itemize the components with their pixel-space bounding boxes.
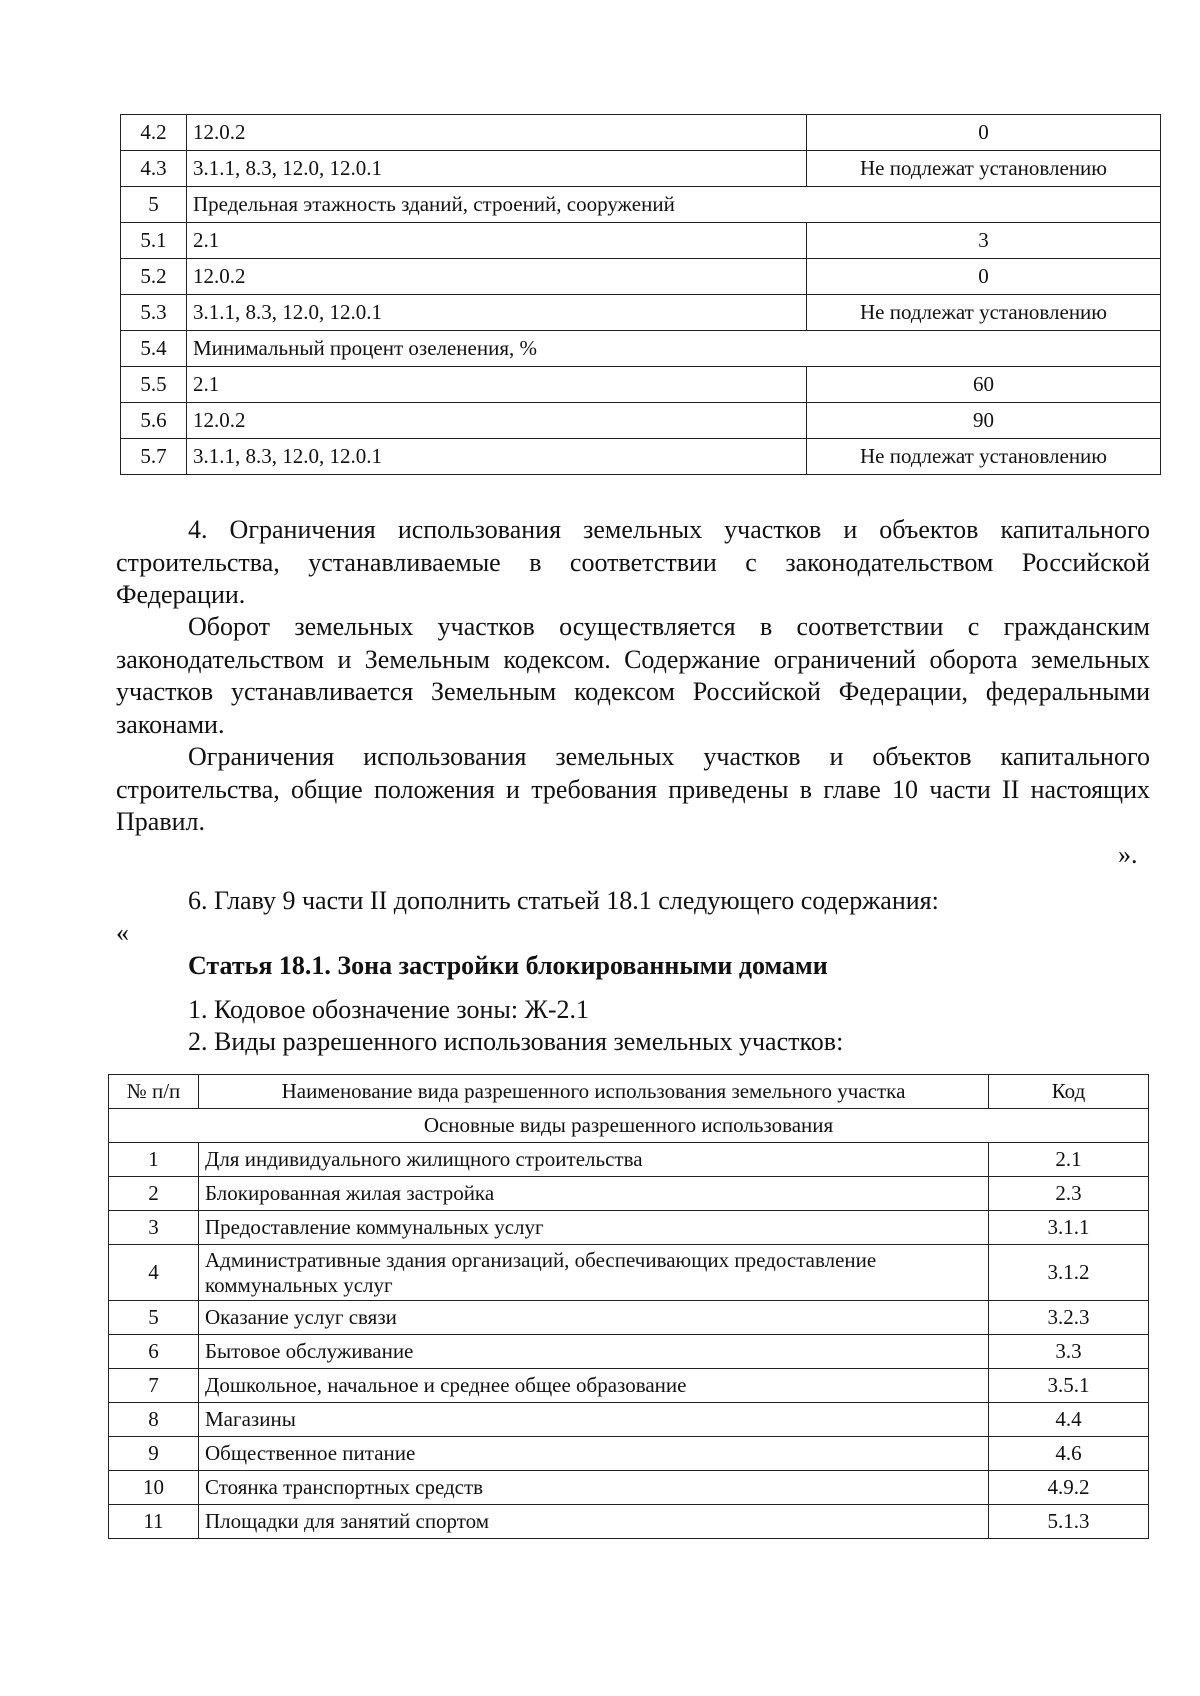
row-code: 5.1.3 <box>989 1505 1149 1539</box>
table-row <box>121 151 1161 187</box>
row-code: 3.3 <box>989 1335 1149 1369</box>
table-row <box>109 1245 1149 1301</box>
row-number: 9 <box>109 1437 199 1471</box>
table-section-row <box>109 1109 1149 1143</box>
table-section-row <box>121 331 1161 367</box>
opening-quote: « <box>116 918 129 947</box>
row-number: 5.7 <box>121 439 187 475</box>
row-code: 12.0.2 <box>187 259 807 295</box>
row-number: 8 <box>109 1403 199 1437</box>
row-number: 4.2 <box>121 115 187 151</box>
row-code: 4.9.2 <box>989 1471 1149 1505</box>
row-number: 5.2 <box>121 259 187 295</box>
paragraph-item-6: 6. Главу 9 части II дополнить статьей 18.1 следующего содержания: <box>188 886 939 915</box>
paragraph-land-turnover: Оборот земельных участков осуществляется в соответствии с гражданским законодательством и Земельным кодексом. Содержание ограничений оборота земельных участков устанавливается Земельным кодексом Российской Федерации, федеральными законами. <box>116 612 1150 739</box>
table-row <box>121 259 1161 295</box>
row-number: 10 <box>109 1471 199 1505</box>
closing-quote: ». <box>1118 840 1138 869</box>
row-number: 11 <box>109 1505 199 1539</box>
row-name: Бытовое обслуживание <box>199 1335 989 1369</box>
row-name: Магазины <box>199 1403 989 1437</box>
row-value: 90 <box>807 403 1161 439</box>
row-number: 7 <box>109 1369 199 1403</box>
row-name: Для индивидуального жилищного строительства <box>199 1143 989 1177</box>
row-number: 1 <box>109 1143 199 1177</box>
row-number: 3 <box>109 1211 199 1245</box>
row-name: Общественное питание <box>199 1437 989 1471</box>
row-value: Не подлежат установлению <box>807 151 1161 187</box>
row-code: 3.1.1, 8.3, 12.0, 12.0.1 <box>187 439 807 475</box>
row-name: Стоянка транспортных средств <box>199 1471 989 1505</box>
table-row <box>109 1211 1149 1245</box>
row-code: 3.5.1 <box>989 1369 1149 1403</box>
table-row <box>109 1335 1149 1369</box>
row-code: 2.3 <box>989 1177 1149 1211</box>
row-code: 2.1 <box>187 367 807 403</box>
row-code: 3.2.3 <box>989 1301 1149 1335</box>
row-code: 2.1 <box>187 223 807 259</box>
header-name: Наименование вида разрешенного использования земельного участка <box>199 1075 989 1109</box>
table-section-row <box>121 187 1161 223</box>
table-row <box>121 439 1161 475</box>
table-row <box>109 1143 1149 1177</box>
row-number: 2 <box>109 1177 199 1211</box>
row-code: 3.1.1, 8.3, 12.0, 12.0.1 <box>187 151 807 187</box>
section-heading: Основные виды разрешенного использования <box>109 1109 1149 1143</box>
table-row <box>121 367 1161 403</box>
table-row <box>121 295 1161 331</box>
table-row <box>109 1403 1149 1437</box>
parameters-table <box>120 114 1161 475</box>
row-name: Предоставление коммунальных услуг <box>199 1211 989 1245</box>
table-row <box>109 1505 1149 1539</box>
row-code: 4.4 <box>989 1403 1149 1437</box>
row-heading: Предельная этажность зданий, строений, сооружений <box>187 187 1161 223</box>
table-row <box>121 223 1161 259</box>
permitted-use-table <box>108 1074 1149 1539</box>
row-number: 4 <box>109 1245 199 1301</box>
row-value: Не подлежат установлению <box>807 439 1161 475</box>
row-code: 3.1.1, 8.3, 12.0, 12.0.1 <box>187 295 807 331</box>
row-value: 60 <box>807 367 1161 403</box>
table-row <box>109 1301 1149 1335</box>
row-code: 3.1.1 <box>989 1211 1149 1245</box>
row-code: 2.1 <box>989 1143 1149 1177</box>
row-name: Административные здания организаций, обеспечивающих предоставление коммунальных услуг <box>199 1245 989 1301</box>
row-name: Дошкольное, начальное и среднее общее образование <box>199 1369 989 1403</box>
row-number: 5.5 <box>121 367 187 403</box>
row-name: Блокированная жилая застройка <box>199 1177 989 1211</box>
row-number: 5 <box>109 1301 199 1335</box>
paragraph-restrictions-heading: 4. Ограничения использования земельных участков и объектов капитального строительства, устанавливаемые в соответствии с законодательством Российской Федерации. <box>116 515 1150 609</box>
row-value: 0 <box>807 259 1161 295</box>
paragraph-restrictions-general: Ограничения использования земельных участков и объектов капитального строительства, общие положения и требования приведены в главе 10 части II настоящих Правил. <box>116 742 1150 836</box>
row-value: Не подлежат установлению <box>807 295 1161 331</box>
row-name: Оказание услуг связи <box>199 1301 989 1335</box>
table-row <box>109 1369 1149 1403</box>
row-code: 12.0.2 <box>187 403 807 439</box>
row-code: 3.1.2 <box>989 1245 1149 1301</box>
row-heading: Минимальный процент озеленения, % <box>187 331 1161 367</box>
row-name: Площадки для занятий спортом <box>199 1505 989 1539</box>
row-number: 5.1 <box>121 223 187 259</box>
header-code: Код <box>989 1075 1149 1109</box>
row-value: 3 <box>807 223 1161 259</box>
table-row <box>121 403 1161 439</box>
row-code: 12.0.2 <box>187 115 807 151</box>
header-number: № п/п <box>109 1075 199 1109</box>
table-row <box>109 1177 1149 1211</box>
table-header-row <box>109 1075 1149 1109</box>
row-value: 0 <box>807 115 1161 151</box>
row-number: 5.4 <box>121 331 187 367</box>
row-number: 6 <box>109 1335 199 1369</box>
table-row <box>121 115 1161 151</box>
permitted-use-item: 2. Виды разрешенного использования земельных участков: <box>188 1027 844 1056</box>
row-code: 4.6 <box>989 1437 1149 1471</box>
row-number: 4.3 <box>121 151 187 187</box>
row-number: 5.3 <box>121 295 187 331</box>
table-row <box>109 1471 1149 1505</box>
row-number: 5 <box>121 187 187 223</box>
zone-code-item: 1. Кодовое обозначение зоны: Ж-2.1 <box>188 995 590 1024</box>
table-row <box>109 1437 1149 1471</box>
article-title: Статья 18.1. Зона застройки блокированными домами <box>188 951 828 980</box>
row-number: 5.6 <box>121 403 187 439</box>
